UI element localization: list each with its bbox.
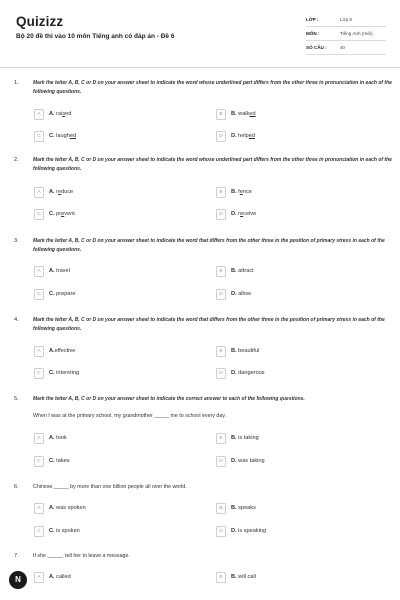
option-letter-box: C [34, 526, 44, 537]
option-letter-box: A [34, 503, 44, 514]
header-divider [0, 67, 400, 68]
option-letter-box: A [34, 433, 44, 444]
meta-count-value: 40 [340, 45, 346, 50]
option-letter-box: C [34, 131, 44, 142]
option-letter-box: B [216, 503, 226, 514]
option-letter-box: A [34, 346, 44, 357]
document-header [0, 0, 400, 66]
question-number: 7. [14, 553, 19, 559]
question-number: 5. [14, 396, 19, 402]
option-letter-box: D [216, 289, 226, 300]
option-letter-box: A [34, 187, 44, 198]
option-letter-box: D [216, 209, 226, 220]
meta-count-key: SỐ CÂU : [306, 45, 327, 50]
option-letter-box: C [34, 289, 44, 300]
option-letter-box: B [216, 266, 226, 277]
document-title: Bộ 20 đề thi vào 10 môn Tiếng anh có đáp án - Đề 6 [16, 33, 175, 40]
meta-subject-key: MÔN : [306, 31, 320, 36]
option-letter-box: C [34, 456, 44, 467]
meta-class-key: LỚP : [306, 17, 319, 22]
meta-class-row [306, 14, 386, 27]
question-number: 6. [14, 484, 19, 490]
option-letter-box: A [34, 266, 44, 277]
option-letter-box: D [216, 368, 226, 379]
question-prompt: Mark the letter A, B, C or D on your answer sheet to indicate the word that differs from the other three in the position of primary stress in each of the following questions. [33, 238, 385, 253]
option-letter-box: D [216, 526, 226, 537]
option-letter-box: C [34, 368, 44, 379]
question-number: 3. [14, 238, 19, 244]
question-prompt: Mark the letter A, B, C or D on your answer sheet to indicate the word whose underlined part differs from the other three in pronunciation in each of the following questions. [33, 157, 392, 172]
n-badge-icon[interactable]: N [9, 571, 27, 589]
option-letter-box: B [216, 109, 226, 120]
question-prompt: Mark the letter A, B, C or D on your answer sheet to indicate the word that differs from the other three in the position of primary stress in each of the following questions. [33, 317, 385, 332]
option-letter-box: B [216, 346, 226, 357]
option-letter-box: A [34, 572, 44, 583]
question-number: 4. [14, 317, 19, 323]
option-letter-box: B [216, 572, 226, 583]
meta-class-value: Lớp 9 [340, 17, 352, 22]
question-number: 2. [14, 157, 19, 163]
question-sentence: When I was at the primary school, my grandmother _____ me to school every day. [33, 413, 227, 419]
question-prompt: Mark the letter A, B, C or D on your answer sheet to indicate the word whose underlined part differs from the other three in pronunciation in each of the following questions. [33, 80, 392, 95]
option-letter-box: D [216, 456, 226, 467]
question-number: 1. [14, 80, 19, 86]
meta-count-row [306, 42, 386, 55]
option-letter-box: D [216, 131, 226, 142]
option-letter-box: B [216, 187, 226, 198]
meta-subject-row [306, 28, 386, 41]
quizizz-logo: Quizizz [16, 14, 64, 29]
option-letter-box: B [216, 433, 226, 444]
question-sentence: Chinese _____ by more than one billion people all over the world. [33, 484, 187, 490]
question-prompt: Mark the letter A, B, C or D on your answer sheet to indicate the correct answer to each of the following questions. [33, 396, 305, 402]
option-letter-box: C [34, 209, 44, 220]
option-letter-box: A [34, 109, 44, 120]
question-sentence: If she _____, tell her to leave a message. [33, 553, 130, 559]
meta-subject-value: Tiếng Anh (mới) [340, 31, 373, 36]
